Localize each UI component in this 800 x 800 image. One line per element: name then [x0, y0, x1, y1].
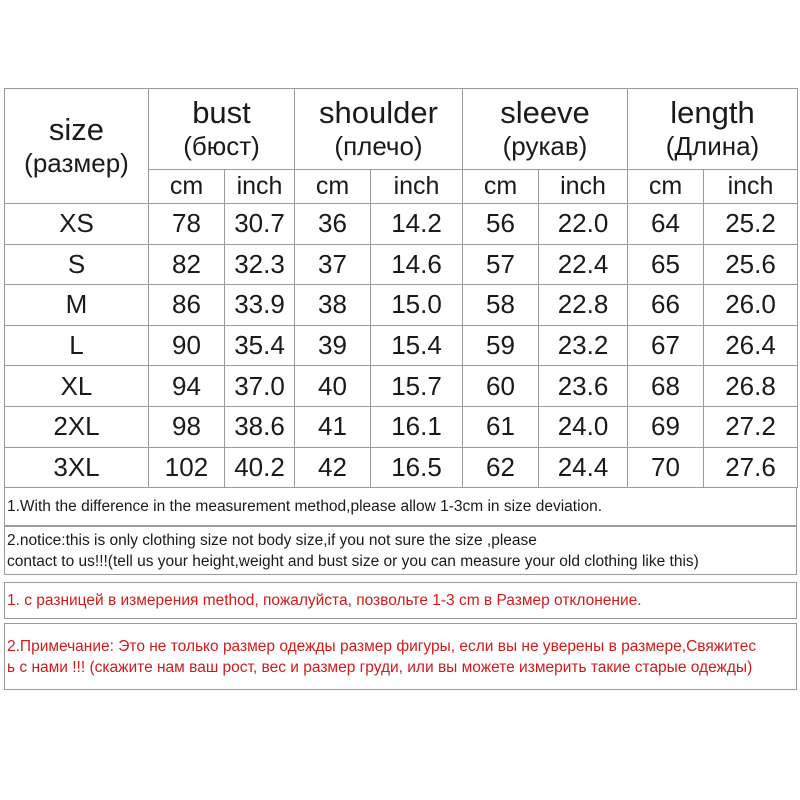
measurement-cell: 36 — [295, 204, 371, 245]
note-ru-1 — [4, 582, 797, 619]
measurement-cell: 27.6 — [704, 447, 798, 488]
shoulder-header-cell — [295, 89, 463, 170]
size-label-cell: XS — [5, 204, 149, 245]
measurement-cell: 78 — [149, 204, 225, 245]
measurement-cell: 26.8 — [704, 366, 798, 407]
bust-header-title: bust — [192, 95, 251, 130]
note-ru-2-line2: ь с нами !!! (скажите нам ваш рост, вес и размер груди, или вы можете измерить такие старые одежды) — [7, 658, 753, 676]
measurement-cell: 33.9 — [225, 285, 295, 326]
table-row — [5, 244, 798, 285]
measurement-cell: 22.0 — [539, 204, 628, 245]
measurement-cell: 64 — [628, 204, 704, 245]
measurement-cell: 90 — [149, 325, 225, 366]
measurement-cell: 67 — [628, 325, 704, 366]
length-header-cell — [628, 89, 798, 170]
measurement-cell: 98 — [149, 406, 225, 447]
size-label-cell: M — [5, 285, 149, 326]
note-en-1 — [4, 487, 797, 526]
measurement-cell: 14.2 — [371, 204, 463, 245]
measurement-cell: 26.0 — [704, 285, 798, 326]
note-ru-2-line1: 2.Примечание: Это не только размер одежды размер фигуры, если вы не уверены в размере,Свяжитес — [7, 637, 757, 655]
note-en-2-line1: 2.notice:this is only clothing size not body size,if you not sure the size ,please — [7, 531, 537, 549]
length-header-title: length — [670, 95, 755, 130]
unit-header: inch — [704, 170, 798, 204]
sleeve-header-subtitle: (рукав) — [502, 131, 588, 161]
measurement-cell: 30.7 — [225, 204, 295, 245]
measurement-cell: 38 — [295, 285, 371, 326]
measurement-cell: 102 — [149, 447, 225, 488]
table-row — [5, 447, 798, 488]
measurement-cell: 15.4 — [371, 325, 463, 366]
measurement-cell: 24.4 — [539, 447, 628, 488]
note-ru-2 — [4, 623, 797, 690]
measurement-cell: 66 — [628, 285, 704, 326]
note-en-1-text: 1.With the difference in the measurement method,please allow 1-3cm in size deviation. — [7, 498, 603, 515]
sleeve-header-cell — [463, 89, 628, 170]
measurement-cell: 61 — [463, 406, 539, 447]
measurement-cell: 16.1 — [371, 406, 463, 447]
measurement-cell: 82 — [149, 244, 225, 285]
size-header-subtitle: (размер) — [24, 148, 129, 178]
unit-header: cm — [149, 170, 225, 204]
measurement-cell: 14.6 — [371, 244, 463, 285]
measurement-cell: 41 — [295, 406, 371, 447]
bust-header-cell — [149, 89, 295, 170]
measurement-cell: 15.0 — [371, 285, 463, 326]
measurement-cell: 94 — [149, 366, 225, 407]
measurement-cell: 58 — [463, 285, 539, 326]
note-en-2 — [4, 526, 797, 575]
measurement-cell: 23.2 — [539, 325, 628, 366]
bust-header-subtitle: (бюст) — [183, 131, 260, 161]
measurement-cell: 22.8 — [539, 285, 628, 326]
measurement-cell: 56 — [463, 204, 539, 245]
measurement-cell: 39 — [295, 325, 371, 366]
measurement-cell: 15.7 — [371, 366, 463, 407]
measurement-cell: 70 — [628, 447, 704, 488]
measurement-cell: 25.6 — [704, 244, 798, 285]
measurement-cell: 23.6 — [539, 366, 628, 407]
measurement-cell: 37.0 — [225, 366, 295, 407]
sleeve-header-title: sleeve — [500, 95, 590, 130]
measurement-cell: 86 — [149, 285, 225, 326]
size-label-cell: S — [5, 244, 149, 285]
measurement-cell: 32.3 — [225, 244, 295, 285]
measurement-cell: 24.0 — [539, 406, 628, 447]
note-ru-1-text: 1. с разницей в измерения method, пожалуйста, позвольте 1-3 cm в Размер отклонение. — [7, 592, 642, 609]
measurement-cell: 27.2 — [704, 406, 798, 447]
shoulder-header-title: shoulder — [319, 95, 438, 130]
table-row — [5, 325, 798, 366]
note-en-2-line2: contact to us!!!(tell us your height,weight and bust size or you can measure your old clothing like this) — [7, 552, 699, 570]
measurement-cell: 22.4 — [539, 244, 628, 285]
unit-header: inch — [225, 170, 295, 204]
table-row — [5, 285, 798, 326]
measurement-cell: 16.5 — [371, 447, 463, 488]
length-header-subtitle: (Длина) — [665, 131, 760, 161]
measurement-cell: 40.2 — [225, 447, 295, 488]
size-label-cell: L — [5, 325, 149, 366]
measurement-cell: 37 — [295, 244, 371, 285]
table-row — [5, 204, 798, 245]
size-label-cell: 3XL — [5, 447, 149, 488]
unit-header: inch — [539, 170, 628, 204]
size-chart-table — [4, 88, 798, 488]
measurement-cell: 65 — [628, 244, 704, 285]
shoulder-header-subtitle: (плечо) — [334, 131, 423, 161]
measurement-cell: 38.6 — [225, 406, 295, 447]
unit-header: cm — [628, 170, 704, 204]
measurement-cell: 57 — [463, 244, 539, 285]
size-label-cell: 2XL — [5, 406, 149, 447]
table-row — [5, 406, 798, 447]
measurement-cell: 68 — [628, 366, 704, 407]
measurement-cell: 40 — [295, 366, 371, 407]
measurement-cell: 35.4 — [225, 325, 295, 366]
size-header-title: size — [48, 112, 105, 147]
unit-header: inch — [371, 170, 463, 204]
measurement-cell: 59 — [463, 325, 539, 366]
table-row — [5, 366, 798, 407]
measurement-cell: 25.2 — [704, 204, 798, 245]
measurement-cell: 26.4 — [704, 325, 798, 366]
size-header-cell — [5, 89, 149, 204]
measurement-cell: 69 — [628, 406, 704, 447]
unit-header: cm — [295, 170, 371, 204]
size-label-cell: XL — [5, 366, 149, 407]
measurement-cell: 60 — [463, 366, 539, 407]
unit-header: cm — [463, 170, 539, 204]
measurement-cell: 42 — [295, 447, 371, 488]
measurement-cell: 62 — [463, 447, 539, 488]
